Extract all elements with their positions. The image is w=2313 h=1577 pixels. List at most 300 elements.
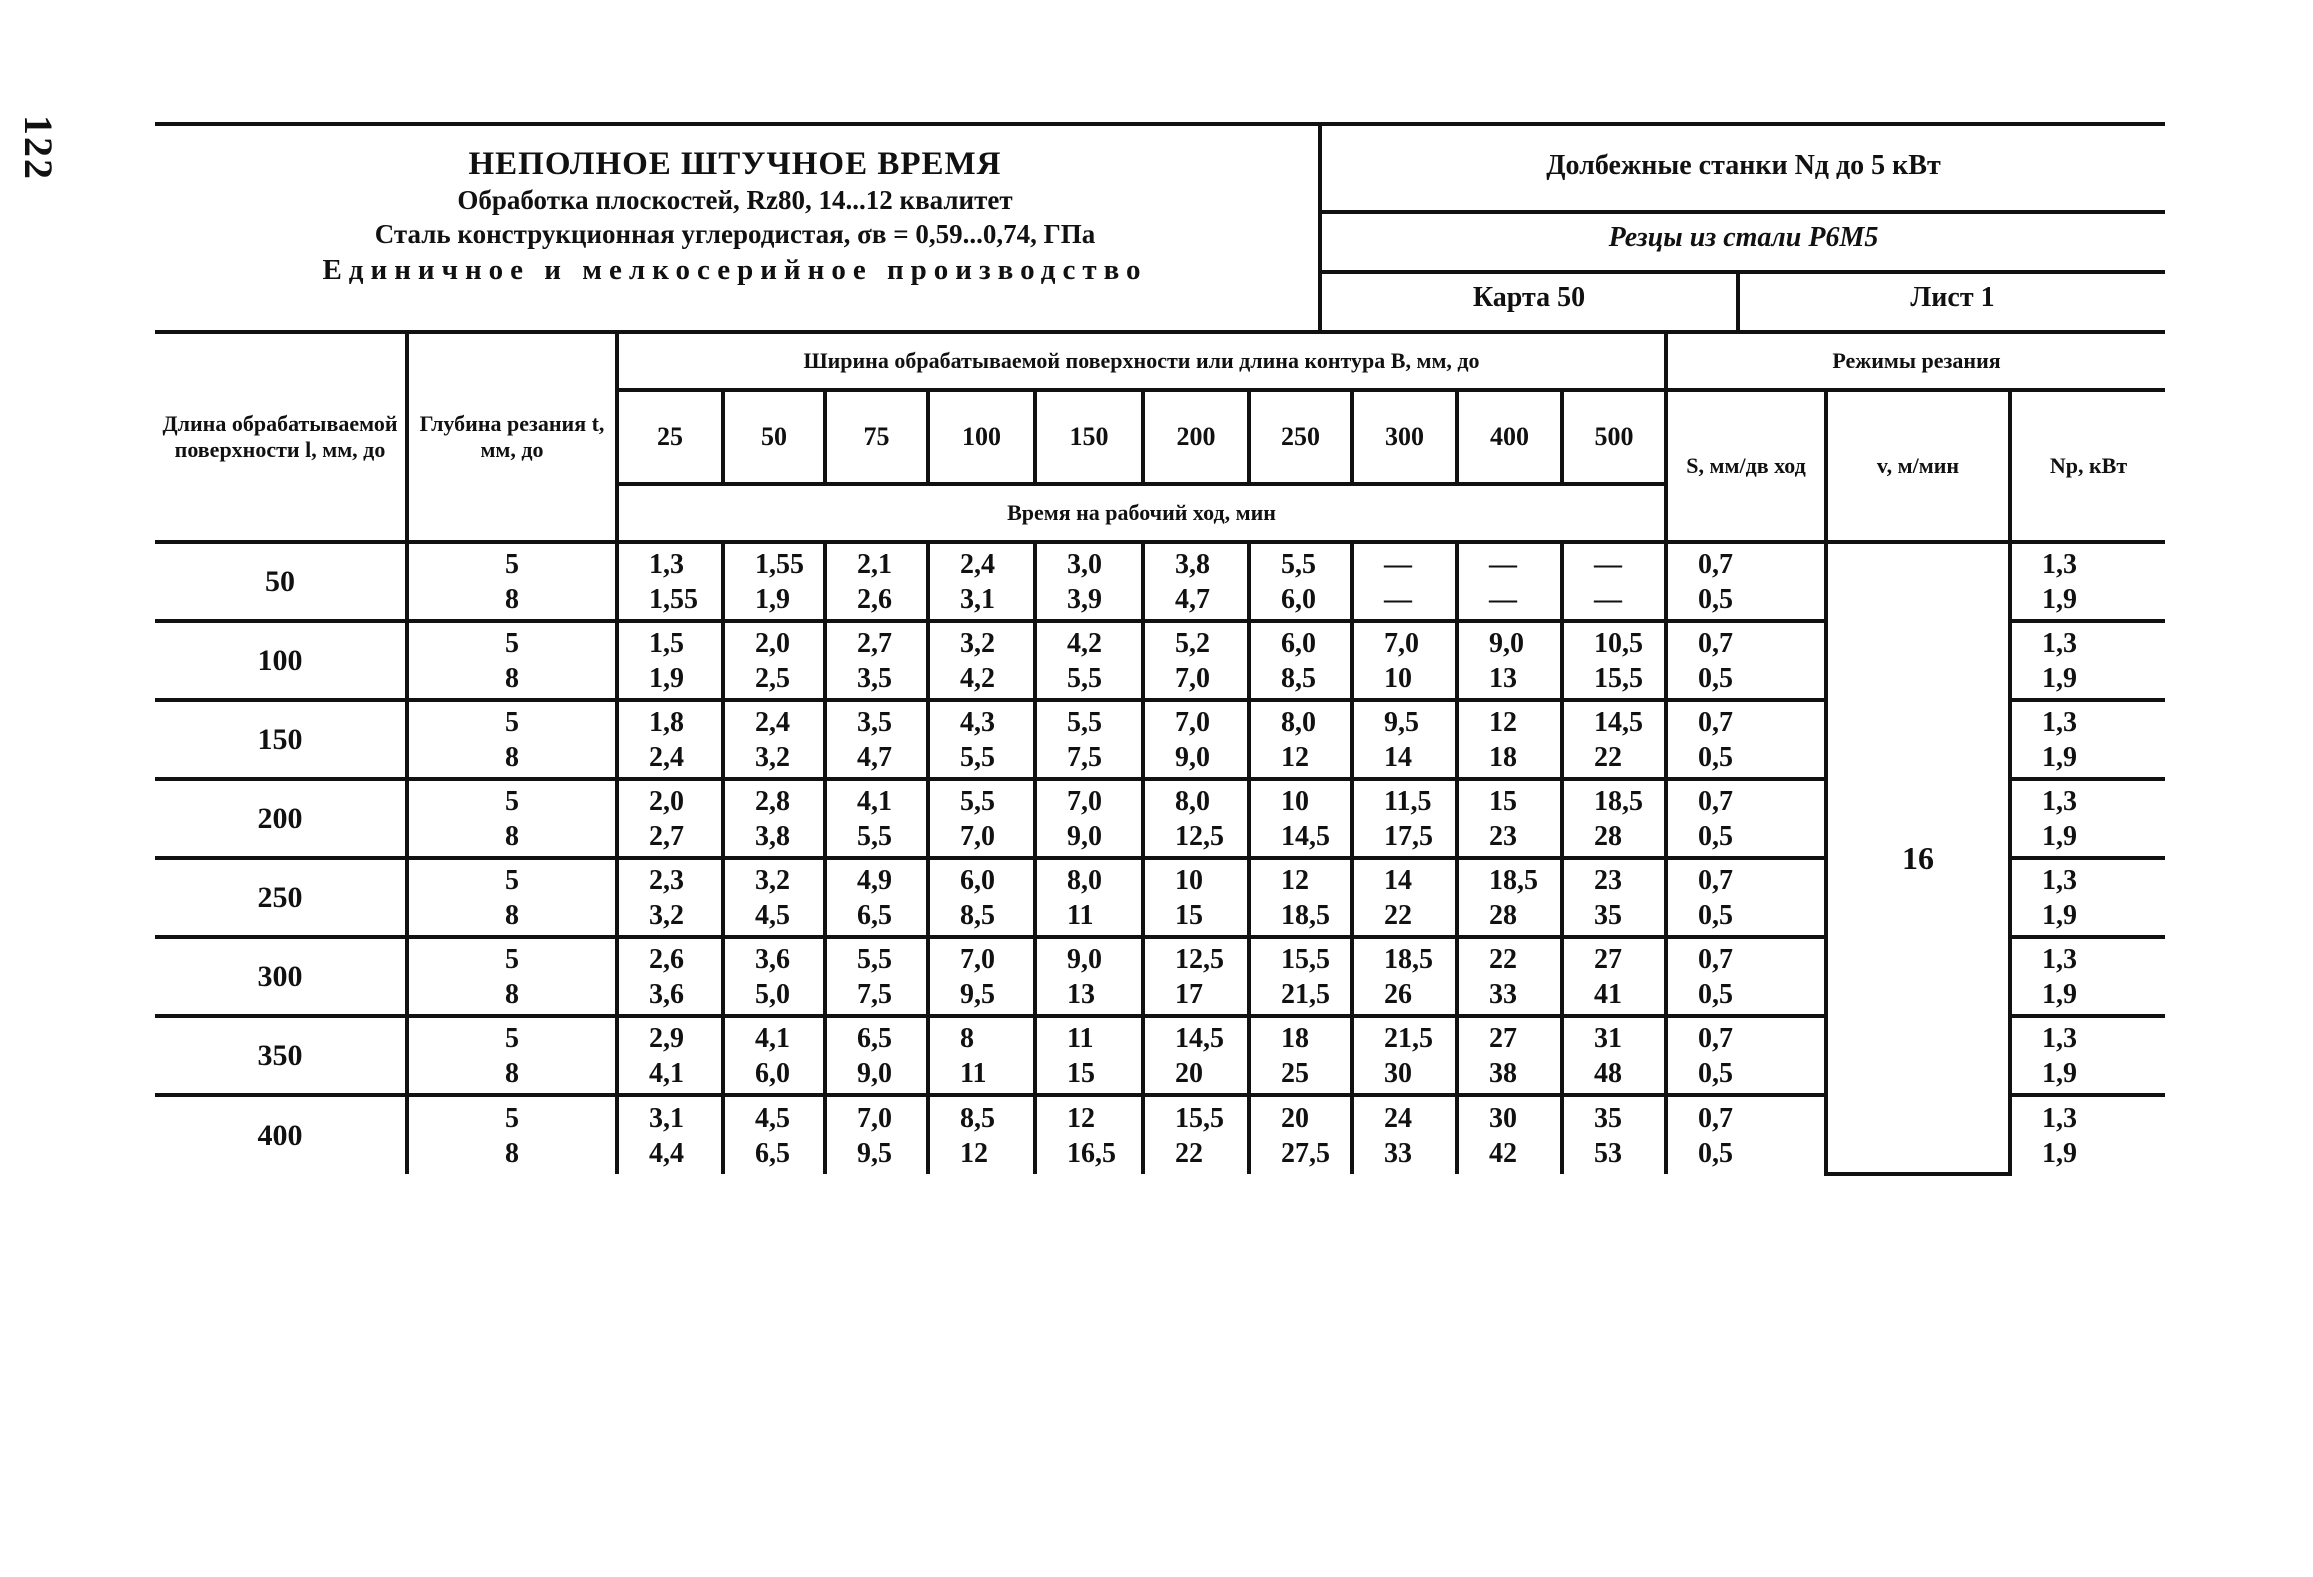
width-75: 75 xyxy=(825,390,928,484)
time-cell xyxy=(1457,621,1562,700)
cell-line: 2,7 xyxy=(649,820,684,852)
time-cell xyxy=(928,542,1035,621)
power-cell xyxy=(2010,621,2165,700)
cell-line: 16,5 xyxy=(1067,1137,1116,1169)
width-200: 200 xyxy=(1143,390,1249,484)
time-cell xyxy=(825,1016,928,1095)
cell-line: 3,2 xyxy=(960,627,995,659)
length-cell: 300 xyxy=(155,937,407,1016)
width-150: 150 xyxy=(1035,390,1143,484)
cell-line: 8,0 xyxy=(1175,785,1210,817)
cell-line: 5,2 xyxy=(1175,627,1210,659)
cell-line: — xyxy=(1489,583,1517,615)
depth-cell xyxy=(407,937,617,1016)
cell-line: 0,5 xyxy=(1698,978,1733,1010)
cell-line: 8 xyxy=(505,662,519,694)
time-cell xyxy=(1035,542,1143,621)
cell-line: 6,5 xyxy=(857,1022,892,1054)
time-cell xyxy=(928,621,1035,700)
time-per-pass-header: Время на рабочий ход, мин xyxy=(617,484,1666,542)
cell-line: 25 xyxy=(1281,1057,1309,1089)
time-cell xyxy=(723,621,825,700)
time-cell xyxy=(1249,542,1352,621)
sheet-label: Лист 1 xyxy=(1910,282,1995,313)
page-title: НЕПОЛНОЕ ШТУЧНОЕ ВРЕМЯ xyxy=(468,146,1002,182)
cell-line: 8 xyxy=(505,1057,519,1089)
time-cell xyxy=(723,542,825,621)
cell-line: 1,3 xyxy=(2042,706,2077,738)
cell-line: 0,7 xyxy=(1698,1102,1733,1134)
time-cell xyxy=(928,1016,1035,1095)
cell-line: 41 xyxy=(1594,978,1622,1010)
cell-line: 5 xyxy=(505,785,519,817)
cell-line: 13 xyxy=(1489,662,1517,694)
cell-line: 7,0 xyxy=(960,943,995,975)
cell-line: 1,3 xyxy=(2042,548,2077,580)
cell-line: 8,5 xyxy=(1281,662,1316,694)
cell-line: 5 xyxy=(505,627,519,659)
feed-cell xyxy=(1666,542,1826,621)
feed-cell xyxy=(1666,937,1826,1016)
header-right-rule-1 xyxy=(1318,210,2165,214)
time-cell xyxy=(928,779,1035,858)
cell-line: 1,9 xyxy=(649,662,684,694)
cell-line: 9,0 xyxy=(1067,820,1102,852)
col-width-group-header: Ширина обрабатываемой поверхности или длина контура B, мм, до xyxy=(617,332,1666,390)
cell-line: 2,8 xyxy=(755,785,790,817)
cell-line: 5,0 xyxy=(755,978,790,1010)
cell-line: 12 xyxy=(1281,864,1309,896)
cell-line: — xyxy=(1594,583,1622,615)
cell-line: 5,5 xyxy=(1067,706,1102,738)
time-cell xyxy=(1457,937,1562,1016)
cell-line: 15 xyxy=(1067,1057,1095,1089)
cell-line: 5,5 xyxy=(857,943,892,975)
cell-line: 14,5 xyxy=(1281,820,1330,852)
cell-line: 15,5 xyxy=(1281,943,1330,975)
cell-line: 42 xyxy=(1489,1137,1517,1169)
cell-line: 20 xyxy=(1175,1057,1203,1089)
tool-label: Резцы из стали Р6М5 xyxy=(1608,222,1879,253)
time-cell xyxy=(617,937,723,1016)
cell-line: 1,3 xyxy=(2042,1022,2077,1054)
cell-line: 1,9 xyxy=(2042,899,2077,931)
cell-line: 28 xyxy=(1594,820,1622,852)
power-cell xyxy=(2010,542,2165,621)
power-cell xyxy=(2010,858,2165,937)
production-subtitle: Единичное и мелкосерийное производство xyxy=(322,254,1148,286)
length-cell: 150 xyxy=(155,700,407,779)
cell-line: 2,4 xyxy=(960,548,995,580)
time-cell xyxy=(1249,1095,1352,1174)
cell-line: 2,3 xyxy=(649,864,684,896)
cell-line: 0,7 xyxy=(1698,943,1733,975)
cell-line: — xyxy=(1489,548,1517,580)
cell-line: 48 xyxy=(1594,1057,1622,1089)
cell-line: 1,9 xyxy=(2042,978,2077,1010)
cell-line: 9,5 xyxy=(857,1137,892,1169)
cell-line: 1,3 xyxy=(2042,864,2077,896)
length-cell: 100 xyxy=(155,621,407,700)
time-cell xyxy=(1562,1016,1666,1095)
cell-line: 5 xyxy=(505,1022,519,1054)
header-title-block xyxy=(160,145,1310,289)
cell-line: 0,5 xyxy=(1698,1137,1733,1169)
cell-line: 1,5 xyxy=(649,627,684,659)
time-cell xyxy=(723,1095,825,1174)
table-body xyxy=(155,542,2165,1174)
cell-line: 7,5 xyxy=(1067,741,1102,773)
time-cell xyxy=(723,1016,825,1095)
power-cell xyxy=(2010,937,2165,1016)
cell-line: 23 xyxy=(1489,820,1517,852)
card-label: Карта 50 xyxy=(1472,282,1586,313)
cell-line: 0,7 xyxy=(1698,785,1733,817)
time-cell xyxy=(1143,700,1249,779)
cell-line: 5,5 xyxy=(960,785,995,817)
cell-line: 1,9 xyxy=(2042,1057,2077,1089)
cell-line: 1,3 xyxy=(2042,627,2077,659)
time-cell xyxy=(1457,1016,1562,1095)
time-cell xyxy=(1143,858,1249,937)
cell-line: 28 xyxy=(1489,899,1517,931)
time-cell xyxy=(617,858,723,937)
power-cell xyxy=(2010,700,2165,779)
cell-line: 4,3 xyxy=(960,706,995,738)
cell-line: 6,0 xyxy=(1281,627,1316,659)
power-cell xyxy=(2010,779,2165,858)
cell-line: 1,3 xyxy=(2042,1102,2077,1134)
cell-line: 1,3 xyxy=(2042,943,2077,975)
time-cell xyxy=(1035,937,1143,1016)
cell-line: 3,8 xyxy=(1175,548,1210,580)
cell-line: 4,2 xyxy=(1067,627,1102,659)
feed-cell xyxy=(1666,779,1826,858)
time-cell xyxy=(1143,937,1249,1016)
time-cell xyxy=(1352,1016,1457,1095)
cell-line: 1,3 xyxy=(2042,785,2077,817)
cell-line: 27 xyxy=(1489,1022,1517,1054)
cell-line: 35 xyxy=(1594,1102,1622,1134)
cell-line: 14 xyxy=(1384,864,1412,896)
time-cell xyxy=(825,700,928,779)
time-cell xyxy=(1035,621,1143,700)
time-cell xyxy=(1562,700,1666,779)
cell-line: 0,7 xyxy=(1698,627,1733,659)
cell-line: 17,5 xyxy=(1384,820,1433,852)
cell-line: — xyxy=(1384,583,1412,615)
time-cell xyxy=(1562,542,1666,621)
col-length-header: Длина обрабатываемой поверхности l, мм, до xyxy=(155,332,407,542)
cell-line: 11 xyxy=(960,1057,987,1089)
time-cell xyxy=(1457,542,1562,621)
time-cell xyxy=(1035,1016,1143,1095)
time-cell xyxy=(1457,1095,1562,1174)
time-cell xyxy=(1352,937,1457,1016)
cell-line: 12 xyxy=(1489,706,1517,738)
cell-line: 4,5 xyxy=(755,899,790,931)
cell-line: 15,5 xyxy=(1175,1102,1224,1134)
cell-line: 9,5 xyxy=(1384,706,1419,738)
time-cell xyxy=(1352,621,1457,700)
col-depth-header: Глубина резания t, мм, до xyxy=(407,332,617,542)
cell-line: 6,0 xyxy=(755,1057,790,1089)
cell-line: 38 xyxy=(1489,1057,1517,1089)
page-number: 122 xyxy=(16,115,61,181)
cell-line: 33 xyxy=(1384,1137,1412,1169)
cell-line: 7,0 xyxy=(1067,785,1102,817)
time-cell xyxy=(1249,621,1352,700)
cell-line: 1,9 xyxy=(2042,583,2077,615)
cell-line: 2,9 xyxy=(649,1022,684,1054)
cell-line: 5,5 xyxy=(1067,662,1102,694)
feed-cell xyxy=(1666,1016,1826,1095)
cell-line: 1,9 xyxy=(2042,662,2077,694)
cell-line: 22 xyxy=(1175,1137,1203,1169)
cell-line: 5 xyxy=(505,943,519,975)
cell-line: 5 xyxy=(505,1102,519,1134)
length-cell: 200 xyxy=(155,779,407,858)
time-cell xyxy=(1457,779,1562,858)
feed-cell xyxy=(1666,1095,1826,1174)
cell-line: 31 xyxy=(1594,1022,1622,1054)
cell-line: 2,7 xyxy=(857,627,892,659)
cell-line: 8 xyxy=(505,583,519,615)
cell-line: 27,5 xyxy=(1281,1137,1330,1169)
cell-line: 2,0 xyxy=(649,785,684,817)
cell-line: 30 xyxy=(1384,1057,1412,1089)
cell-line: 2,0 xyxy=(755,627,790,659)
cell-line: 17 xyxy=(1175,978,1203,1010)
cell-line: 9,0 xyxy=(1175,741,1210,773)
cell-line: 3,8 xyxy=(755,820,790,852)
time-cell xyxy=(1249,937,1352,1016)
cell-line: 3,5 xyxy=(857,662,892,694)
cell-line: 0,7 xyxy=(1698,1022,1733,1054)
time-cell xyxy=(1249,779,1352,858)
cell-line: 4,5 xyxy=(755,1102,790,1134)
cell-line: 13 xyxy=(1067,978,1095,1010)
cell-line: 4,1 xyxy=(857,785,892,817)
power-cell xyxy=(2010,1095,2165,1174)
length-cell: 50 xyxy=(155,542,407,621)
cell-line: 11,5 xyxy=(1384,785,1432,817)
time-cell xyxy=(825,621,928,700)
cell-line: — xyxy=(1594,548,1622,580)
cell-line: 4,1 xyxy=(755,1022,790,1054)
cell-line: 1,9 xyxy=(755,583,790,615)
cell-line: 3,2 xyxy=(649,899,684,931)
width-50: 50 xyxy=(723,390,825,484)
header-top-rule xyxy=(155,122,2165,126)
time-cell xyxy=(1562,779,1666,858)
cell-line: 18,5 xyxy=(1384,943,1433,975)
time-cell xyxy=(1562,621,1666,700)
cell-line: 6,5 xyxy=(857,899,892,931)
cell-line: 5,5 xyxy=(960,741,995,773)
depth-cell xyxy=(407,542,617,621)
cell-line: 22 xyxy=(1489,943,1517,975)
cell-line: 14,5 xyxy=(1175,1022,1224,1054)
time-cell xyxy=(1143,1016,1249,1095)
time-cell xyxy=(1562,937,1666,1016)
time-table xyxy=(155,330,2165,1176)
cell-line: 0,5 xyxy=(1698,820,1733,852)
cell-line: 0,7 xyxy=(1698,864,1733,896)
cell-line: 21,5 xyxy=(1281,978,1330,1010)
cell-line: 10 xyxy=(1175,864,1203,896)
cell-line: 12,5 xyxy=(1175,943,1224,975)
time-cell xyxy=(1352,1095,1457,1174)
cell-line: 7,0 xyxy=(960,820,995,852)
cell-line: 8 xyxy=(505,820,519,852)
cell-line: 23 xyxy=(1594,864,1622,896)
cell-line: 26 xyxy=(1384,978,1412,1010)
cell-line: 4,4 xyxy=(649,1137,684,1169)
cell-line: 12 xyxy=(1067,1102,1095,1134)
time-cell xyxy=(1352,858,1457,937)
depth-cell xyxy=(407,779,617,858)
feed-cell xyxy=(1666,858,1826,937)
cell-line: 21,5 xyxy=(1384,1022,1433,1054)
time-cell xyxy=(928,937,1035,1016)
depth-cell xyxy=(407,1016,617,1095)
machine-label: Долбежные станки Nд до 5 кВт xyxy=(1546,150,1941,181)
time-cell xyxy=(928,1095,1035,1174)
cell-line: 12 xyxy=(960,1137,988,1169)
cell-line: — xyxy=(1384,548,1412,580)
feed-cell xyxy=(1666,621,1826,700)
time-cell xyxy=(617,542,723,621)
width-25: 25 xyxy=(617,390,723,484)
cell-line: 4,7 xyxy=(857,741,892,773)
cell-line: 0,7 xyxy=(1698,706,1733,738)
cell-line: 3,5 xyxy=(857,706,892,738)
cell-line: 18,5 xyxy=(1594,785,1643,817)
col-v-header: v, м/мин xyxy=(1826,390,2010,542)
cell-line: 8,0 xyxy=(1067,864,1102,896)
cell-line: 8 xyxy=(505,1137,519,1169)
cell-line: 7,5 xyxy=(857,978,892,1010)
cell-line: 12 xyxy=(1281,741,1309,773)
time-cell xyxy=(1143,1095,1249,1174)
cell-line: 53 xyxy=(1594,1137,1622,1169)
cell-line: 15 xyxy=(1489,785,1517,817)
time-cell xyxy=(1352,700,1457,779)
cell-line: 7,0 xyxy=(1175,662,1210,694)
cell-line: 0,5 xyxy=(1698,662,1733,694)
depth-cell xyxy=(407,858,617,937)
cell-line: 3,6 xyxy=(649,978,684,1010)
depth-cell xyxy=(407,621,617,700)
time-cell xyxy=(1035,700,1143,779)
time-cell xyxy=(1562,858,1666,937)
time-cell xyxy=(825,858,928,937)
cell-line: 0,5 xyxy=(1698,899,1733,931)
length-cell: 350 xyxy=(155,1016,407,1095)
material-subtitle: Сталь конструкционная углеродистая, σв = 0,59...0,74, ГПа xyxy=(374,219,1096,249)
cell-line: 8,0 xyxy=(1281,706,1316,738)
cell-line: 9,0 xyxy=(1489,627,1524,659)
time-cell xyxy=(723,937,825,1016)
cell-line: 3,2 xyxy=(755,741,790,773)
cell-line: 18,5 xyxy=(1281,899,1330,931)
time-cell xyxy=(617,621,723,700)
cell-line: 11 xyxy=(1067,1022,1094,1054)
cell-line: 1,3 xyxy=(649,548,684,580)
time-cell xyxy=(825,779,928,858)
length-cell: 250 xyxy=(155,858,407,937)
cell-line: 2,6 xyxy=(857,583,892,615)
width-400: 400 xyxy=(1457,390,1562,484)
time-cell xyxy=(928,858,1035,937)
cell-line: 27 xyxy=(1594,943,1622,975)
cell-line: 2,1 xyxy=(857,548,892,580)
time-cell xyxy=(617,1095,723,1174)
time-cell xyxy=(617,1016,723,1095)
cell-line: 2,5 xyxy=(755,662,790,694)
cell-line: 10 xyxy=(1384,662,1412,694)
cell-line: 1,9 xyxy=(2042,820,2077,852)
cell-line: 24 xyxy=(1384,1102,1412,1134)
cell-line: 8 xyxy=(960,1022,974,1054)
cell-line: 7,0 xyxy=(1384,627,1419,659)
cell-line: 6,5 xyxy=(755,1137,790,1169)
processing-subtitle: Обработка плоскостей, Rz80, 14...12 квалитет xyxy=(457,185,1013,215)
cell-line: 30 xyxy=(1489,1102,1517,1134)
cell-line: 11 xyxy=(1067,899,1094,931)
time-cell xyxy=(1562,1095,1666,1174)
cell-line: 12,5 xyxy=(1175,820,1224,852)
cell-line: 4,2 xyxy=(960,662,995,694)
cell-line: 8 xyxy=(505,899,519,931)
cell-line: 1,55 xyxy=(649,583,698,615)
time-cell xyxy=(617,779,723,858)
length-cell: 400 xyxy=(155,1095,407,1174)
cell-line: 4,9 xyxy=(857,864,892,896)
width-250: 250 xyxy=(1249,390,1352,484)
time-cell xyxy=(1249,1016,1352,1095)
cell-line: 1,55 xyxy=(755,548,804,580)
cell-line: 14 xyxy=(1384,741,1412,773)
cell-line: 15 xyxy=(1175,899,1203,931)
width-100: 100 xyxy=(928,390,1035,484)
time-cell xyxy=(1457,700,1562,779)
speed-cell: 16 xyxy=(1826,542,2010,1174)
width-300: 300 xyxy=(1352,390,1457,484)
time-cell xyxy=(1035,858,1143,937)
cell-line: 8,5 xyxy=(960,899,995,931)
time-cell xyxy=(825,937,928,1016)
cell-line: 5 xyxy=(505,548,519,580)
time-cell xyxy=(825,542,928,621)
cell-line: 18,5 xyxy=(1489,864,1538,896)
cell-line: 3,6 xyxy=(755,943,790,975)
cell-line: 3,2 xyxy=(755,864,790,896)
cell-line: 2,6 xyxy=(649,943,684,975)
cell-line: 4,7 xyxy=(1175,583,1210,615)
time-cell xyxy=(1352,779,1457,858)
cell-line: 1,9 xyxy=(2042,741,2077,773)
depth-cell xyxy=(407,700,617,779)
time-cell xyxy=(1352,542,1457,621)
cell-line: 2,4 xyxy=(755,706,790,738)
time-cell xyxy=(1143,621,1249,700)
cell-line: 6,0 xyxy=(960,864,995,896)
time-cell xyxy=(1143,542,1249,621)
cell-line: 7,0 xyxy=(857,1102,892,1134)
cell-line: 5,5 xyxy=(857,820,892,852)
